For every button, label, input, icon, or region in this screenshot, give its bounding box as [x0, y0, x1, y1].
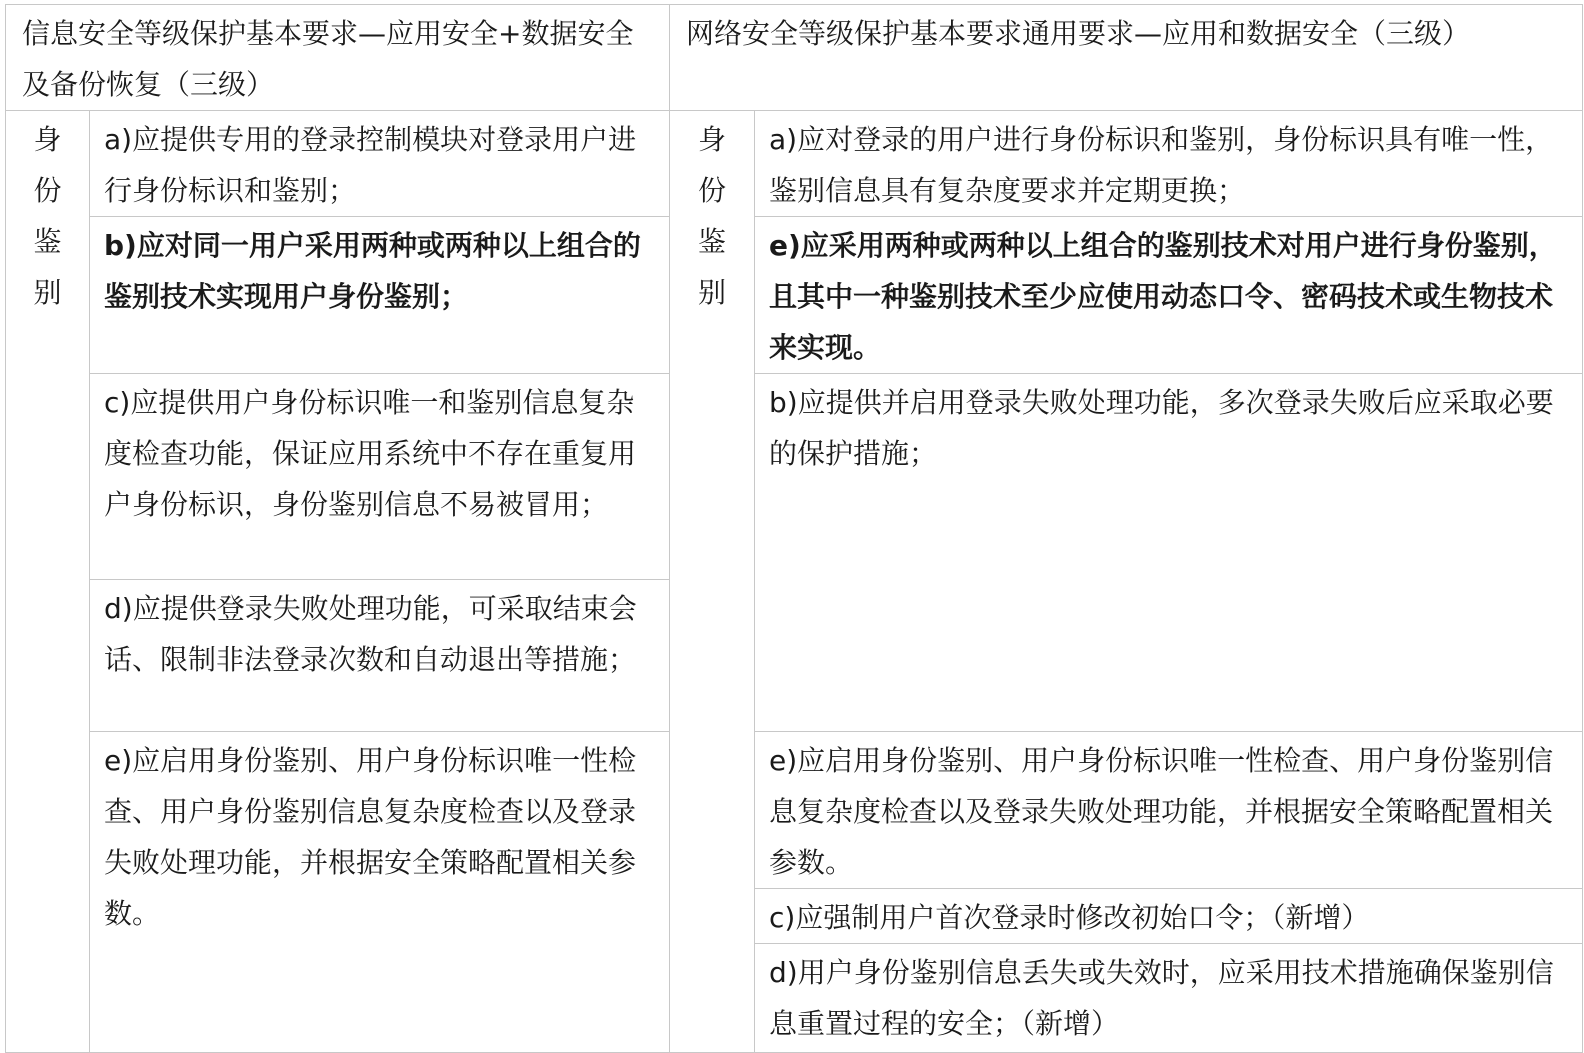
left-item-a: a)应提供专用的登录控制模块对登录用户进行身份标识和鉴别；: [90, 111, 670, 217]
left-item-b: b)应对同一用户采用两种或两种以上组合的鉴别技术实现用户身份鉴别；: [90, 217, 670, 374]
section-label-left: 身份鉴别: [6, 111, 90, 1053]
right-item-a: a)应对登录的用户进行身份标识和鉴别，身份标识具有唯一性，鉴别信息具有复杂度要求并定期更换；: [755, 111, 1583, 217]
section-label-right: 身份鉴别: [670, 111, 755, 1053]
header-left: 信息安全等级保护基本要求—应用安全+数据安全及备份恢复（三级）: [6, 5, 670, 111]
right-item-e-bold: e)应采用两种或两种以上组合的鉴别技术对用户进行身份鉴别，且其中一种鉴别技术至少应使用动态口令、密码技术或生物技术来实现。: [755, 217, 1583, 374]
right-item-c: c)应强制用户首次登录时修改初始口令；（新增）: [755, 889, 1583, 944]
left-item-c: c)应提供用户身份标识唯一和鉴别信息复杂度检查功能，保证应用系统中不存在重复用户身份标识，身份鉴别信息不易被冒用；: [90, 374, 670, 580]
comparison-table: [5, 4, 1583, 1053]
left-item-e: e)应启用身份鉴别、用户身份标识唯一性检查、用户身份鉴别信息复杂度检查以及登录失败处理功能，并根据安全策略配置相关参数。: [90, 732, 670, 1053]
left-item-d: d)应提供登录失败处理功能，可采取结束会话、限制非法登录次数和自动退出等措施；: [90, 580, 670, 732]
right-item-d: d)用户身份鉴别信息丢失或失效时，应采用技术措施确保鉴别信息重置过程的安全；（新增）: [755, 944, 1583, 1053]
right-item-b: b)应提供并启用登录失败处理功能，多次登录失败后应采取必要的保护措施；: [755, 374, 1583, 732]
header-right: 网络安全等级保护基本要求通用要求—应用和数据安全（三级）: [670, 5, 1583, 111]
right-item-e: e)应启用身份鉴别、用户身份标识唯一性检查、用户身份鉴别信息复杂度检查以及登录失败处理功能，并根据安全策略配置相关参数。: [755, 732, 1583, 889]
